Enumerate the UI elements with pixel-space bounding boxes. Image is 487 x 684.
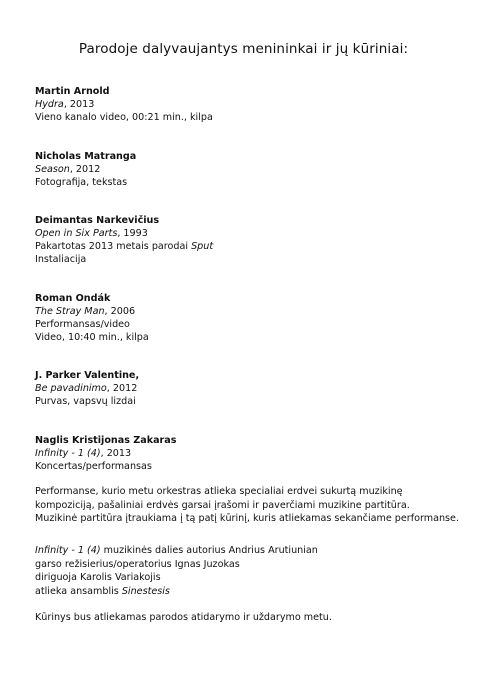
- work-title: Season: [35, 164, 70, 175]
- work-title: Open in Six Parts: [35, 228, 118, 239]
- artist-name: Roman Ondák: [35, 293, 111, 304]
- work-extra-text: Pakartotas 2013 metais parodai: [35, 241, 192, 252]
- work-year: , 2013: [100, 448, 132, 459]
- work-year: , 2006: [104, 306, 136, 317]
- description-line: Performanse, kurio metu orkestras atlieka specialiai erdvei sukurtą muzikinę: [35, 486, 403, 497]
- credit-ensemble-name: Sinestesis: [121, 585, 170, 597]
- work-detail: Purvas, vapsvų lizdai: [35, 396, 136, 407]
- artist-name: Deimantas Narkevičius: [35, 215, 160, 226]
- work-detail: Koncertas/performansas: [35, 461, 152, 472]
- artist-name: Naglis Kristijonas Zakaras: [35, 435, 177, 446]
- work-detail: Instaliacija: [35, 254, 87, 265]
- work-detail: Vieno kanalo video, 00:21 min., kilpa: [35, 112, 213, 123]
- work-title-line: [35, 447, 176, 460]
- work-title: Be pavadinimo: [35, 383, 107, 394]
- work-year: , 1993: [117, 228, 148, 239]
- artist-entry: [35, 292, 149, 344]
- closing-note: [35, 611, 465, 625]
- work-title-line: [35, 98, 213, 111]
- artist-entry: [35, 369, 139, 408]
- artist-name: Martin Arnold: [35, 86, 110, 97]
- closing-line: Kūrinys bus atliekamas parodos atidarymo ir uždarymo metu.: [35, 612, 332, 623]
- work-detail: Video, 10:40 min., kilpa: [35, 332, 149, 343]
- credit-composer-text: muzikinės dalies autorius Andrius Arutiunian: [100, 545, 318, 556]
- credit-ensemble-text: atlieka ansamblis: [35, 585, 122, 597]
- artist-entry: [35, 434, 176, 473]
- artist-entry: [35, 150, 136, 189]
- artist-name: Nicholas Matranga: [35, 151, 137, 162]
- work-extra-line: [35, 240, 213, 253]
- description-line: Muzikinė partitūra įtraukiama į tą patį kūrinį, kuris atliekamas sekančiame performanse.: [35, 513, 460, 525]
- page-title: Parodoje dalyvaujantys menininkai ir jų kūriniai:: [78, 41, 409, 57]
- credit-ensemble: [35, 585, 465, 599]
- work-year: , 2012: [106, 383, 138, 394]
- credit-composer: [35, 544, 465, 558]
- work-title-line: [35, 227, 213, 240]
- credit-conductor: diriguoja Karolis Variakojis: [35, 572, 161, 584]
- work-detail: Performansas/video: [35, 319, 130, 330]
- description-line: kompoziciją, pašaliniai erdvės garsai įrašomi ir paverčiami muzikine partitūra.: [35, 499, 410, 511]
- credit-work-title: Infinity - 1 (4): [35, 545, 101, 556]
- work-title: The Stray Man: [35, 306, 105, 317]
- credit-sound: garso režisierius/operatorius Ignas Juzokas: [35, 558, 240, 570]
- artist-entry: [35, 85, 213, 124]
- credits-block: [35, 544, 465, 598]
- description-paragraph: [35, 485, 465, 526]
- work-title: Infinity - 1 (4): [35, 448, 101, 459]
- artist-name: J. Parker Valentine,: [35, 370, 140, 381]
- work-title-line: [35, 382, 139, 395]
- work-extra-italic: Sput: [191, 241, 214, 252]
- artist-entry: [35, 214, 213, 266]
- work-title-line: [35, 305, 149, 318]
- work-title-line: [35, 163, 136, 176]
- work-detail: Fotografija, tekstas: [35, 177, 128, 188]
- work-year: , 2012: [69, 164, 101, 175]
- work-title: Hydra: [35, 99, 64, 110]
- work-year: , 2013: [63, 99, 95, 110]
